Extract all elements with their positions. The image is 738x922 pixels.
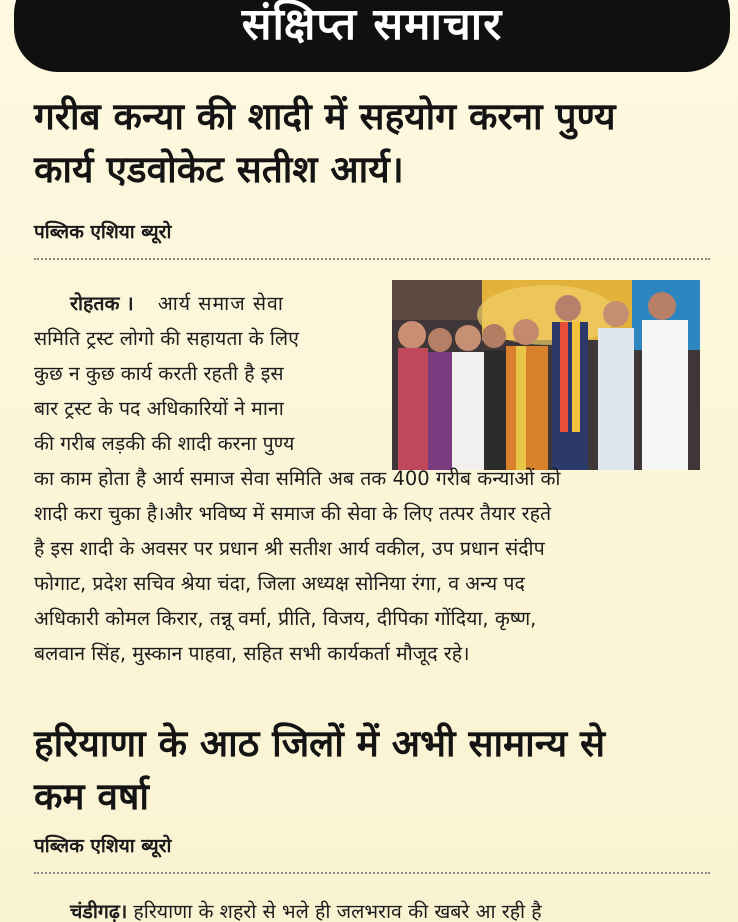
article-1-body-wrapped	[34, 286, 376, 461]
article-1-line-11: बलवान सिंह, मुस्कान पाहवा, सहित सभी कार्यकर्ता मौजूद रहे।	[34, 642, 470, 665]
article-1-body-full	[34, 461, 714, 671]
article-2-lead-text: हरियाणा के शहरो से भले ही जलभराव की खबरे आ रही है	[133, 900, 542, 922]
article-1-line-1	[34, 286, 376, 321]
article-1-byline: पब्लिक एशिया ब्यूरो	[34, 221, 172, 243]
article-1-line-7: शादी करा चुका है।और भविष्य में समाज की सेवा के लिए तत्पर तैयार रहते	[34, 502, 552, 525]
article-1-headline-line-1: गरीब कन्या की शादी में सहयोग करना पुण्य	[34, 95, 616, 138]
article-2-lead	[70, 894, 542, 922]
article-1-headline-line-2: कार्य एडवोकेट सतीश आर्य।	[34, 148, 404, 191]
section-banner	[14, 0, 730, 72]
article-2-byline: पब्लिक एशिया ब्यूरो	[34, 835, 172, 857]
article-2-headline	[34, 717, 724, 823]
article-1-line-1-text: आर्य समाज सेवा	[157, 292, 284, 315]
article-1-line-10: अधिकारी कोमल किरार, तन्नू वर्मा, प्रीति, विजय, दीपिका गोंदिया, कृष्ण,	[34, 607, 537, 630]
article-1-line-4: बार ट्रस्ट के पद अधिकारियों ने माना	[34, 397, 284, 420]
article-1-photo	[392, 280, 700, 470]
wedding-group-photo-illustration	[392, 280, 700, 470]
article-1-line-2: समिति ट्रस्ट लोगो की सहायता के लिए	[34, 327, 299, 350]
article-1-dateline: रोहतक ।	[70, 292, 134, 315]
article-1-line-8: है इस शादी के अवसर पर प्रधान श्री सतीश आर्य वकील, उप प्रधान संदीप	[34, 537, 545, 560]
article-1-line-6: का काम होता है आर्य समाज सेवा समिति अब तक 400 गरीब कन्याओं को	[34, 467, 561, 490]
article-1-headline	[34, 90, 724, 196]
divider	[34, 258, 710, 260]
section-title: संक्षिप्त समाचार	[241, 0, 503, 50]
article-2-headline-line-2: कम वर्षा	[34, 775, 149, 818]
article-2-dateline: चंडीगढ़।	[70, 900, 128, 922]
article-1-line-9: फोगाट, प्रदेश सचिव श्रेया चंदा, जिला अध्यक्ष सोनिया रंगा, व अन्य पद	[34, 572, 525, 595]
divider	[34, 872, 710, 874]
article-1-line-5: की गरीब लड़की की शादी करना पुण्य	[34, 432, 295, 455]
article-1-line-3: कुछ न कुछ कार्य करती रहती है इस	[34, 362, 284, 385]
article-2-headline-line-1: हरियाणा के आठ जिलों में अभी सामान्य से	[34, 722, 606, 765]
